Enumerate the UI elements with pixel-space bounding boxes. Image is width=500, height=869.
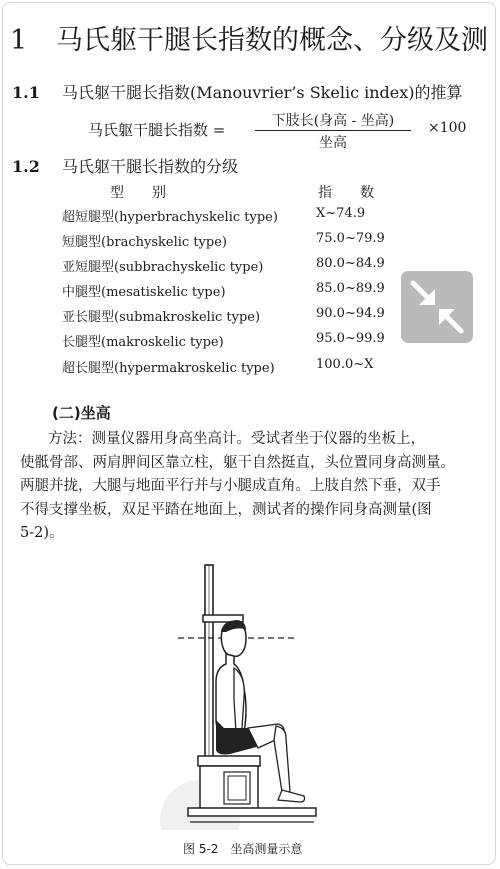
row-index: X~74.9 — [316, 206, 366, 221]
paragraph-line: 5-2)。 — [20, 525, 64, 541]
figure-number: 图 5-2 — [183, 842, 219, 856]
formula-denominator: 坐高 — [319, 135, 347, 151]
table-header-type: 型 别 — [110, 185, 166, 201]
paragraph-line: 使骶骨部、两肩胛间区靠立柱，躯干自然挺直，头位置同身高测量。 — [20, 454, 455, 471]
method-paragraph — [20, 428, 490, 546]
fraction-line — [255, 130, 411, 131]
figure-caption — [183, 840, 302, 857]
row-index: 75.0~79.9 — [316, 231, 385, 246]
sitting-height-illustration — [160, 560, 350, 830]
paragraph-line: 方法：测量仪器用身高坐高计。受试者坐于仪器的坐板上， — [48, 431, 425, 447]
formula-multiplier: ×100 — [428, 120, 467, 136]
section-1-1-heading — [12, 80, 463, 103]
section-1-2-heading — [12, 154, 238, 177]
skelic-index-formula — [88, 110, 488, 150]
row-index: 80.0~84.9 — [316, 256, 385, 271]
row-index: 90.0~94.9 — [316, 306, 385, 321]
section-1-heading — [10, 18, 488, 57]
formula-lhs: 马氏躯干腿长指数 = — [88, 121, 226, 139]
row-index: 85.0~89.9 — [316, 281, 385, 296]
table-row — [62, 357, 492, 379]
row-type: 超长腿型(hypermakroskelic type) — [62, 361, 275, 376]
section-1-2-number: 1.2 — [12, 157, 40, 176]
row-index: 95.0~99.9 — [316, 331, 385, 346]
table-header-index: 指 数 — [318, 185, 374, 201]
figure-caption-text: 坐高测量示意 — [230, 842, 303, 856]
section-1-1-title: 马氏躯干腿长指数(Manouvrier’s Skelic index)的推算 — [62, 83, 463, 102]
seated-person-measurement-figure — [160, 560, 350, 830]
section-1-number: 1 — [10, 25, 28, 56]
section-1-2-title: 马氏躯干腿长指数的分级 — [62, 157, 239, 176]
table-row — [62, 206, 492, 228]
row-index: 100.0~X — [316, 357, 374, 372]
row-type: 超短腿型(hyperbrachyskelic type) — [62, 210, 278, 225]
table-row — [62, 231, 492, 253]
fullscreen-exit-icon — [401, 271, 473, 343]
section-1-title: 马氏躯干腿长指数的概念、分级及测 — [56, 25, 488, 56]
row-type: 中腿型(mesatiskelic type) — [62, 285, 226, 300]
row-type: 亚长腿型(submakroskelic type) — [62, 310, 261, 325]
zoom-toggle-button[interactable] — [401, 271, 473, 343]
paragraph-line: 不得支撑坐板，双足平踏在地面上，测试者的操作同身高测量(图 — [20, 501, 432, 518]
row-type: 长腿型(makroskelic type) — [62, 335, 224, 350]
section-1-1-number: 1.1 — [12, 83, 40, 102]
paragraph-line: 两腿并拢，大腿与地面平行并与小腿成直角。上肢自然下垂，双手 — [20, 478, 441, 494]
row-type: 短腿型(brachyskelic type) — [62, 235, 227, 250]
row-type: 亚短腿型(subbrachyskelic type) — [62, 260, 264, 275]
subsection-heading: (二)坐高 — [52, 404, 111, 422]
formula-numerator: 下肢长(身高 - 坐高) — [271, 113, 395, 129]
